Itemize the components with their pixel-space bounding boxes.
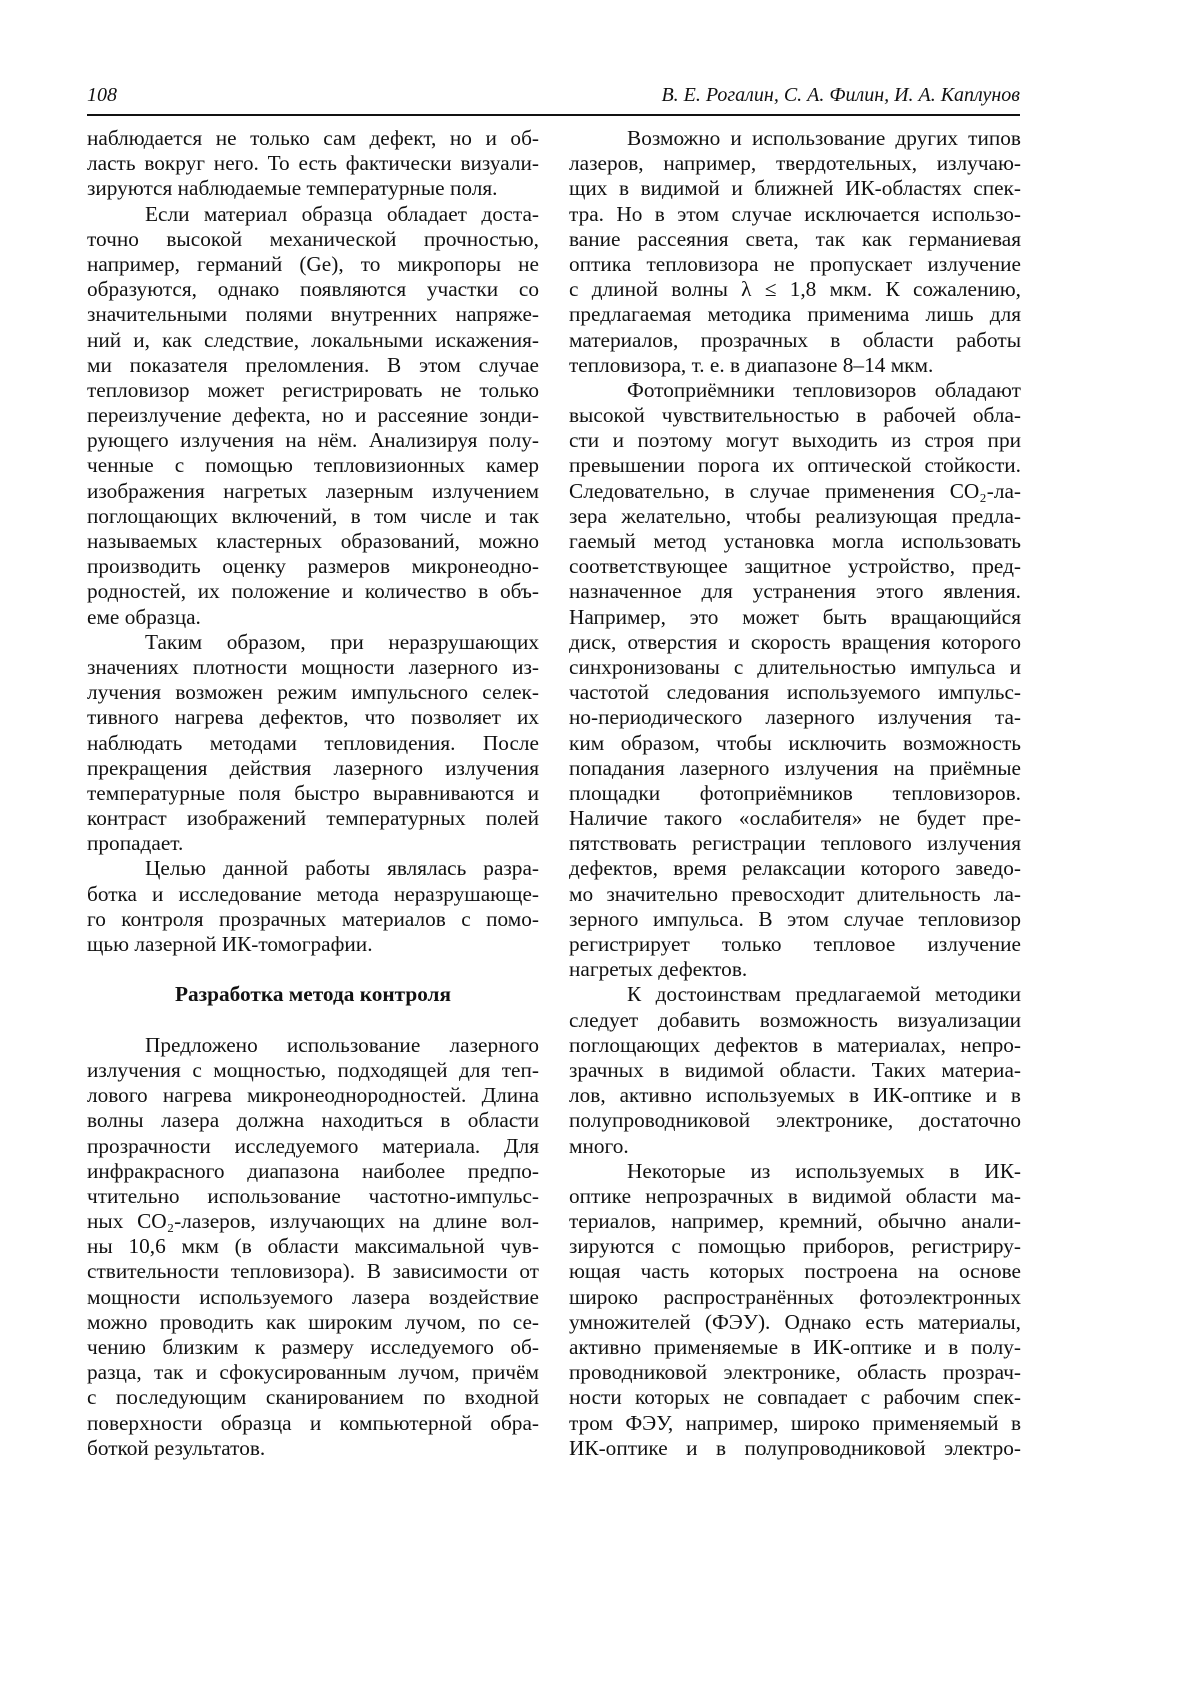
paragraph bbox=[569, 378, 1021, 983]
text-line: широко распространённых фотоэлектронных bbox=[569, 1285, 1021, 1310]
text-line: Возможно и использование других типов bbox=[569, 126, 1021, 151]
blank-line bbox=[87, 1008, 539, 1033]
text-line: боткой результатов. bbox=[87, 1436, 539, 1461]
text-line: оптика тепловизора не пропускает излучение bbox=[569, 252, 1021, 277]
text-line: мощности используемого лазера воздействие bbox=[87, 1285, 539, 1310]
text-line: зрачных в видимой области. Таких материа- bbox=[569, 1058, 1021, 1083]
text-line: ющая часть которых построена на основе bbox=[569, 1259, 1021, 1284]
paragraph bbox=[569, 982, 1021, 1158]
text-line: щих в видимой и ближней ИК-областях спек- bbox=[569, 176, 1021, 201]
text-line: наблюдать методами тепловидения. После bbox=[87, 731, 539, 756]
text-line: рующего излучения на нём. Анализируя полу- bbox=[87, 428, 539, 453]
text-line: оптике непрозрачных в видимой области ма- bbox=[569, 1184, 1021, 1209]
text-line: попадания лазерного излучения на приёмные bbox=[569, 756, 1021, 781]
text-line: разца, так и сфокусированным лучом, причём bbox=[87, 1360, 539, 1385]
text-line: лазеров, например, твердотельных, излучаю- bbox=[569, 151, 1021, 176]
text-line: переизлучение дефекта, но и рассеяние зонди- bbox=[87, 403, 539, 428]
text-line: соответствующее защитное устройство, пред- bbox=[569, 554, 1021, 579]
section-heading: Разработка метода контроля bbox=[87, 982, 539, 1007]
text-line: можно проводить как широким лучом, по се- bbox=[87, 1310, 539, 1335]
text-line: производить оценку размеров микронеодно- bbox=[87, 554, 539, 579]
text-line: точно высокой механической прочностью, bbox=[87, 227, 539, 252]
paragraph bbox=[569, 1159, 1021, 1461]
text-line: родностей, их положение и количество в объ- bbox=[87, 579, 539, 604]
text-line: щью лазерной ИК-томографии. bbox=[87, 932, 539, 957]
text-line: образуются, однако появляются участки со bbox=[87, 277, 539, 302]
text-line: Следовательно, в случае применения CO₂-ла- bbox=[569, 479, 1021, 504]
text-line: превышении порога их оптической стойкости. bbox=[569, 453, 1021, 478]
text-line: ласть вокруг него. То есть фактически визуали- bbox=[87, 151, 539, 176]
text-line: но-периодического лазерного излучения та- bbox=[569, 705, 1021, 730]
text-line: много. bbox=[569, 1134, 1021, 1159]
text-line: тром ФЭУ, например, широко применяемый в bbox=[569, 1411, 1021, 1436]
text-line: умножителей (ФЭУ). Однако есть материалы, bbox=[569, 1310, 1021, 1335]
text-line: Если материал образца обладает доста- bbox=[87, 202, 539, 227]
text-line: полупроводниковой электронике, достаточно bbox=[569, 1108, 1021, 1133]
text-line: Целью данной работы являлась разра- bbox=[87, 856, 539, 881]
text-line: лучения возможен режим импульсного селек- bbox=[87, 680, 539, 705]
text-line: температурные поля быстро выравниваются и bbox=[87, 781, 539, 806]
text-line: называемых кластерных образований, можно bbox=[87, 529, 539, 554]
text-line: гаемый метод установка могла использовать bbox=[569, 529, 1021, 554]
paragraph bbox=[569, 126, 1021, 378]
text-line: наблюдается не только сам дефект, но и об- bbox=[87, 126, 539, 151]
text-line: значениях плотности мощности лазерного из- bbox=[87, 655, 539, 680]
text-line: зерного импульса. В этом случае тепловизор bbox=[569, 907, 1021, 932]
text-line: синхронизованы с длительностью импульса и bbox=[569, 655, 1021, 680]
text-line: ботка и исследование метода неразрушающе- bbox=[87, 882, 539, 907]
running-header-authors: В. Е. Рогалин, С. А. Филин, И. А. Каплунов bbox=[661, 84, 1020, 107]
text-line: ким образом, чтобы исключить возможность bbox=[569, 731, 1021, 756]
text-line: частотой следования используемого импульс- bbox=[569, 680, 1021, 705]
text-line: чтительно использование частотно-импульс- bbox=[87, 1184, 539, 1209]
text-line: зируются наблюдаемые температурные поля. bbox=[87, 176, 539, 201]
text-line: го контроля прозрачных материалов с помо- bbox=[87, 907, 539, 932]
text-line: К достоинствам предлагаемой методики bbox=[569, 982, 1021, 1007]
text-line: контраст изображений температурных полей bbox=[87, 806, 539, 831]
text-line: ний и, как следствие, локальными искажения- bbox=[87, 328, 539, 353]
text-line: лового нагрева микронеоднородностей. Длина bbox=[87, 1083, 539, 1108]
left-column bbox=[87, 126, 539, 1461]
text-line: ны 10,6 мкм (в области максимальной чув- bbox=[87, 1234, 539, 1259]
text-line: ствительности тепловизора). В зависимости от bbox=[87, 1259, 539, 1284]
text-line: проводниковой электронике, область прозрач- bbox=[569, 1360, 1021, 1385]
right-column bbox=[569, 126, 1021, 1461]
paragraph bbox=[87, 630, 539, 857]
text-line: Некоторые из используемых в ИК- bbox=[569, 1159, 1021, 1184]
paragraph bbox=[87, 1033, 539, 1461]
paragraph bbox=[87, 126, 539, 202]
text-line: назначенное для устранения этого явления. bbox=[569, 579, 1021, 604]
text-line: дефектов, время релаксации которого заведо- bbox=[569, 856, 1021, 881]
text-line: пятствовать регистрации теплового излучения bbox=[569, 831, 1021, 856]
text-line: ми показателя преломления. В этом случае bbox=[87, 353, 539, 378]
text-line: регистрирует только тепловое излучение bbox=[569, 932, 1021, 957]
header-rule bbox=[87, 114, 1020, 116]
text-line: териалов, например, кремний, обычно анали- bbox=[569, 1209, 1021, 1234]
text-line: прозрачности исследуемого материала. Для bbox=[87, 1134, 539, 1159]
text-line: прекращения действия лазерного излучения bbox=[87, 756, 539, 781]
text-line: ИК-оптике и в полупроводниковой электро- bbox=[569, 1436, 1021, 1461]
text-line: ности которых не совпадает с рабочим спек- bbox=[569, 1385, 1021, 1410]
text-line: Фотоприёмники тепловизоров обладают bbox=[569, 378, 1021, 403]
paragraph bbox=[87, 856, 539, 957]
text-line: лов, активно используемых в ИК-оптике и в bbox=[569, 1083, 1021, 1108]
text-line: зера желательно, чтобы реализующая предла- bbox=[569, 504, 1021, 529]
text-line: ченные с помощью тепловизионных камер bbox=[87, 453, 539, 478]
text-line: волны лазера должна находиться в области bbox=[87, 1108, 539, 1133]
paragraph bbox=[87, 202, 539, 630]
text-line: следует добавить возможность визуализации bbox=[569, 1008, 1021, 1033]
text-line: поверхности образца и компьютерной обра- bbox=[87, 1411, 539, 1436]
text-line: предлагаемая методика применима лишь для bbox=[569, 302, 1021, 327]
text-line: изображения нагретых лазерным излучением bbox=[87, 479, 539, 504]
text-line: Таким образом, при неразрушающих bbox=[87, 630, 539, 655]
text-line: инфракрасного диапазона наиболее предпо- bbox=[87, 1159, 539, 1184]
blank-line bbox=[87, 957, 539, 982]
text-line: зируются с помощью приборов, регистриру- bbox=[569, 1234, 1021, 1259]
text-line: активно применяемые в ИК-оптике и в полу- bbox=[569, 1335, 1021, 1360]
text-line: площадки фотоприёмников тепловизоров. bbox=[569, 781, 1021, 806]
text-line: излучения с мощностью, подходящей для теп- bbox=[87, 1058, 539, 1083]
text-line: поглощающих дефектов в материалах, непро- bbox=[569, 1033, 1021, 1058]
text-line: сти и поэтому могут выходить из строя при bbox=[569, 428, 1021, 453]
text-line: например, германий (Ge), то микропоры не bbox=[87, 252, 539, 277]
text-line: тепловизора, т. е. в диапазоне 8–14 мкм. bbox=[569, 353, 1021, 378]
text-line: Предложено использование лазерного bbox=[87, 1033, 539, 1058]
text-line: с последующим сканированием по входной bbox=[87, 1385, 539, 1410]
text-line: нагретых дефектов. bbox=[569, 957, 1021, 982]
text-line: ных CO₂-лазеров, излучающих на длине вол- bbox=[87, 1209, 539, 1234]
text-line: диск, отверстия и скорость вращения которого bbox=[569, 630, 1021, 655]
text-line: значительными полями внутренних напряже- bbox=[87, 302, 539, 327]
text-line: Например, это может быть вращающийся bbox=[569, 605, 1021, 630]
text-line: высокой чувствительностью в рабочей обла- bbox=[569, 403, 1021, 428]
text-line: тивного нагрева дефектов, что позволяет их bbox=[87, 705, 539, 730]
page-number: 108 bbox=[87, 84, 117, 107]
text-line: еме образца. bbox=[87, 605, 539, 630]
text-line: вание рассеяния света, так как германиевая bbox=[569, 227, 1021, 252]
text-line: тра. Но в этом случае исключается использо- bbox=[569, 202, 1021, 227]
text-line: тепловизор может регистрировать не только bbox=[87, 378, 539, 403]
text-line: пропадает. bbox=[87, 831, 539, 856]
text-line: материалов, прозрачных в области работы bbox=[569, 328, 1021, 353]
text-line: поглощающих включений, в том числе и так bbox=[87, 504, 539, 529]
text-line: чению близким к размеру исследуемого об- bbox=[87, 1335, 539, 1360]
text-line: Наличие такого «ослабителя» не будет пре- bbox=[569, 806, 1021, 831]
text-line: мо значительно превосходит длительность ла- bbox=[569, 882, 1021, 907]
text-line: с длиной волны λ ≤ 1,8 мкм. К сожалению, bbox=[569, 277, 1021, 302]
